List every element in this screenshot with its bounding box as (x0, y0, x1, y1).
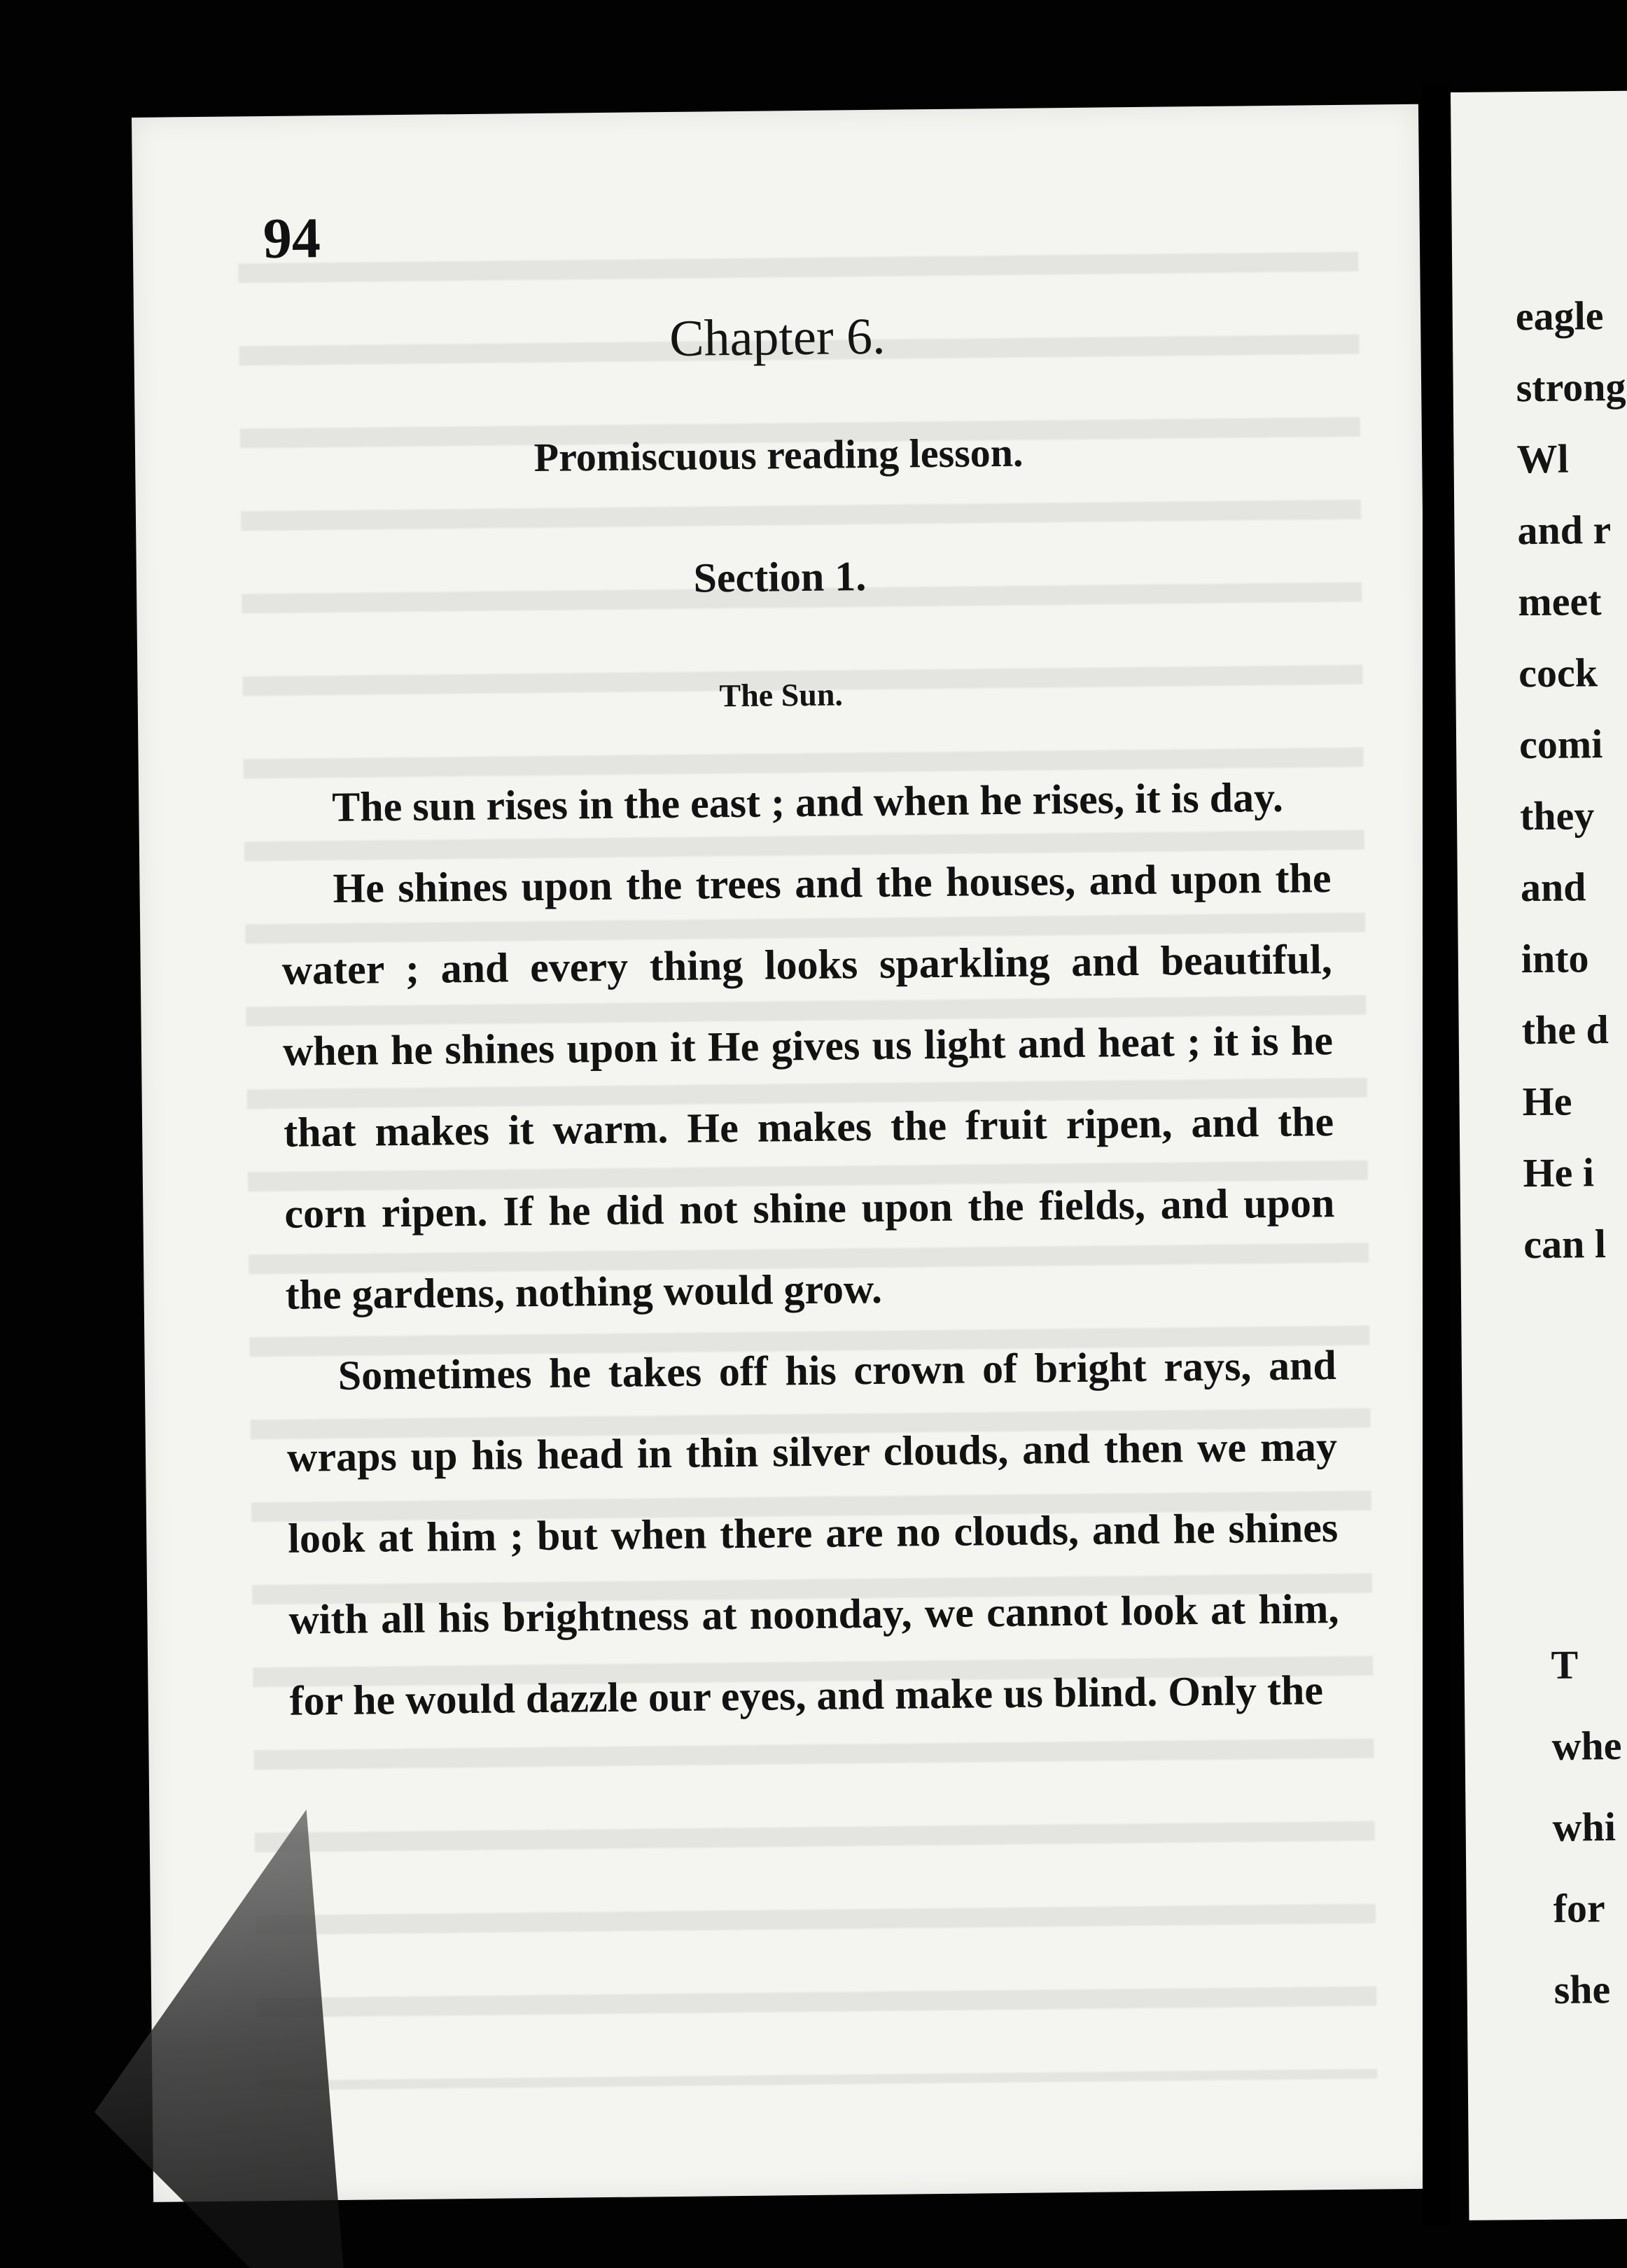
right-line: meet (1518, 578, 1602, 625)
right-line: the d (1521, 1007, 1609, 1054)
paragraph: Sometimes he takes off his crown of bright rays, and wraps up his head in thin silver clouds, and then we may look at him ; but when there are no clouds, and he shines with all his brightness at noonday, we cannot look at him, for he would dazzle our eyes, and make us blind. Only the (286, 1342, 1339, 1724)
right-line: whe (1551, 1722, 1622, 1769)
right-page-text-bottom (1551, 1624, 1624, 2031)
section-heading: Section 1. (693, 553, 867, 601)
right-page-text-top (1515, 280, 1627, 1280)
right-line: for (1553, 1885, 1605, 1931)
right-line: strong (1516, 363, 1626, 411)
right-line: can l (1523, 1221, 1607, 1268)
right-line: Wl (1516, 435, 1569, 482)
lesson-title: The Sun. (719, 676, 844, 714)
right-line: He (1522, 1078, 1572, 1125)
right-page-edge (1451, 90, 1627, 2220)
left-page (132, 104, 1440, 2202)
body-text (280, 756, 1340, 1742)
right-line: eagle (1515, 293, 1604, 340)
right-line: and r (1517, 507, 1612, 554)
right-line: whi (1552, 1804, 1616, 1850)
right-line: comi (1518, 721, 1603, 768)
book-gutter (1423, 84, 1451, 2226)
paragraph: He shines upon the trees and the houses, and upon the water ; and every thing looks sparkling and beautiful, when he shines upon it He gives us light and heat ; it is he that makes it warm. He makes the fruit ripen, and the corn ripen. If he did not shine upon the fields, and upon the gardens, nothing would grow. (281, 855, 1335, 1318)
right-line: T (1551, 1642, 1579, 1688)
page-number: 94 (263, 206, 321, 271)
right-line: into (1521, 935, 1589, 982)
chapter-heading: Chapter 6. (669, 307, 886, 368)
right-line: cock (1518, 650, 1598, 696)
right-line: He i (1523, 1149, 1595, 1196)
right-line: she (1553, 1966, 1611, 2012)
paragraph: The sun rises in the east ; and when he rises, it is day. (331, 774, 1284, 831)
right-line: and (1520, 864, 1586, 911)
right-line: they (1519, 792, 1595, 839)
lesson-subtitle: Promiscuous reading lesson. (533, 429, 1024, 481)
